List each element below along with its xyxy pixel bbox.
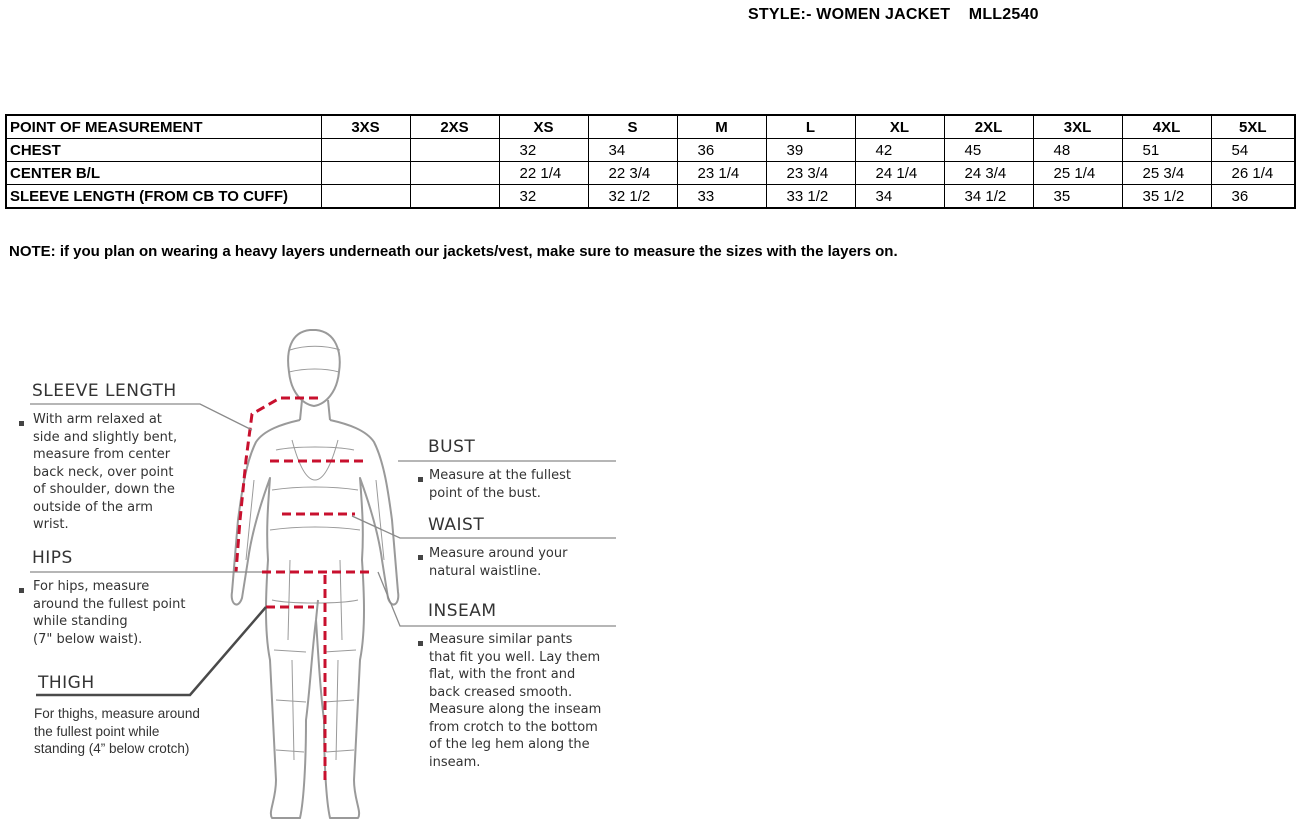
body-outline-figure <box>232 330 399 818</box>
bullet-icon <box>418 641 423 646</box>
table-cell: 42 <box>855 139 944 162</box>
table-cell: 35 <box>1033 185 1122 209</box>
sleeve-length-heading: SLEEVE LENGTH <box>32 381 177 401</box>
size-header: 2XS <box>410 115 499 139</box>
inseam-description: Measure similar pants that fit you well. Lay them flat, with the front and back creased smooth. Measure along the inseam from crotch to the bottom of the leg hem along the inseam. <box>429 632 602 770</box>
bullet-icon <box>418 555 423 560</box>
table-cell: 32 <box>499 185 588 209</box>
table-row-center-bl <box>6 162 1295 185</box>
size-header: 3XL <box>1033 115 1122 139</box>
size-header: S <box>588 115 677 139</box>
table-cell <box>410 162 499 185</box>
size-chart-table <box>5 114 1296 209</box>
table-cell: 25 3/4 <box>1122 162 1211 185</box>
waist-heading: WAIST <box>428 515 485 535</box>
row-label: CHEST <box>6 139 321 162</box>
layering-note: NOTE: if you plan on wearing a heavy layers underneath our jackets/vest, make sure to measure the sizes with the layers on. <box>9 243 898 260</box>
table-cell: 51 <box>1122 139 1211 162</box>
table-header-row <box>6 115 1295 139</box>
size-header: 4XL <box>1122 115 1211 139</box>
table-row-sleeve-length <box>6 185 1295 209</box>
size-header: XL <box>855 115 944 139</box>
style-title: STYLE:- WOMEN JACKET MLL2540 <box>748 6 1039 23</box>
table-cell: 32 <box>499 139 588 162</box>
table-cell: 34 <box>855 185 944 209</box>
table-cell: 33 <box>677 185 766 209</box>
table-cell: 36 <box>1211 185 1295 209</box>
size-header: M <box>677 115 766 139</box>
bust-heading: BUST <box>428 437 476 457</box>
table-cell: 24 1/4 <box>855 162 944 185</box>
table-cell: 22 3/4 <box>588 162 677 185</box>
size-header: L <box>766 115 855 139</box>
row-label: CENTER B/L <box>6 162 321 185</box>
thigh-description: For thighs, measure around the fullest point while standing (4” below crotch) <box>34 706 200 756</box>
table-cell: 23 3/4 <box>766 162 855 185</box>
table-cell: 34 <box>588 139 677 162</box>
table-cell: 54 <box>1211 139 1295 162</box>
waist-description: Measure around your natural waistline. <box>429 546 568 579</box>
table-cell: 36 <box>677 139 766 162</box>
table-cell <box>321 162 410 185</box>
size-header: 2XL <box>944 115 1033 139</box>
bullet-icon <box>19 421 24 426</box>
table-cell <box>321 139 410 162</box>
table-cell: 35 1/2 <box>1122 185 1211 209</box>
bullet-icon <box>418 477 423 482</box>
size-header: XS <box>499 115 588 139</box>
table-cell: 23 1/4 <box>677 162 766 185</box>
table-cell: 26 1/4 <box>1211 162 1295 185</box>
header-point-of-measurement: POINT OF MEASUREMENT <box>6 115 321 139</box>
table-cell <box>321 185 410 209</box>
bullet-icon <box>19 588 24 593</box>
table-cell: 22 1/4 <box>499 162 588 185</box>
table-cell: 24 3/4 <box>944 162 1033 185</box>
table-cell: 34 1/2 <box>944 185 1033 209</box>
table-cell: 32 1/2 <box>588 185 677 209</box>
hips-heading: HIPS <box>32 548 73 568</box>
size-header: 3XS <box>321 115 410 139</box>
bust-description: Measure at the fullest point of the bust. <box>429 468 571 501</box>
size-header: 5XL <box>1211 115 1295 139</box>
table-cell: 33 1/2 <box>766 185 855 209</box>
table-row-chest <box>6 139 1295 162</box>
table-cell <box>410 185 499 209</box>
row-label: SLEEVE LENGTH (FROM CB TO CUFF) <box>6 185 321 209</box>
table-cell: 48 <box>1033 139 1122 162</box>
sleeve-length-description: With arm relaxed at side and slightly bent, measure from center back neck, over point of shoulder, down the outside of the arm wrist. <box>33 412 178 532</box>
sleeve-measure-line <box>236 398 318 572</box>
table-cell: 39 <box>766 139 855 162</box>
hips-description: For hips, measure around the fullest point while standing (7" below waist). <box>33 579 186 647</box>
table-cell <box>410 139 499 162</box>
table-cell: 25 1/4 <box>1033 162 1122 185</box>
inseam-heading: INSEAM <box>428 601 497 621</box>
thigh-heading: THIGH <box>38 673 95 693</box>
table-cell: 45 <box>944 139 1033 162</box>
